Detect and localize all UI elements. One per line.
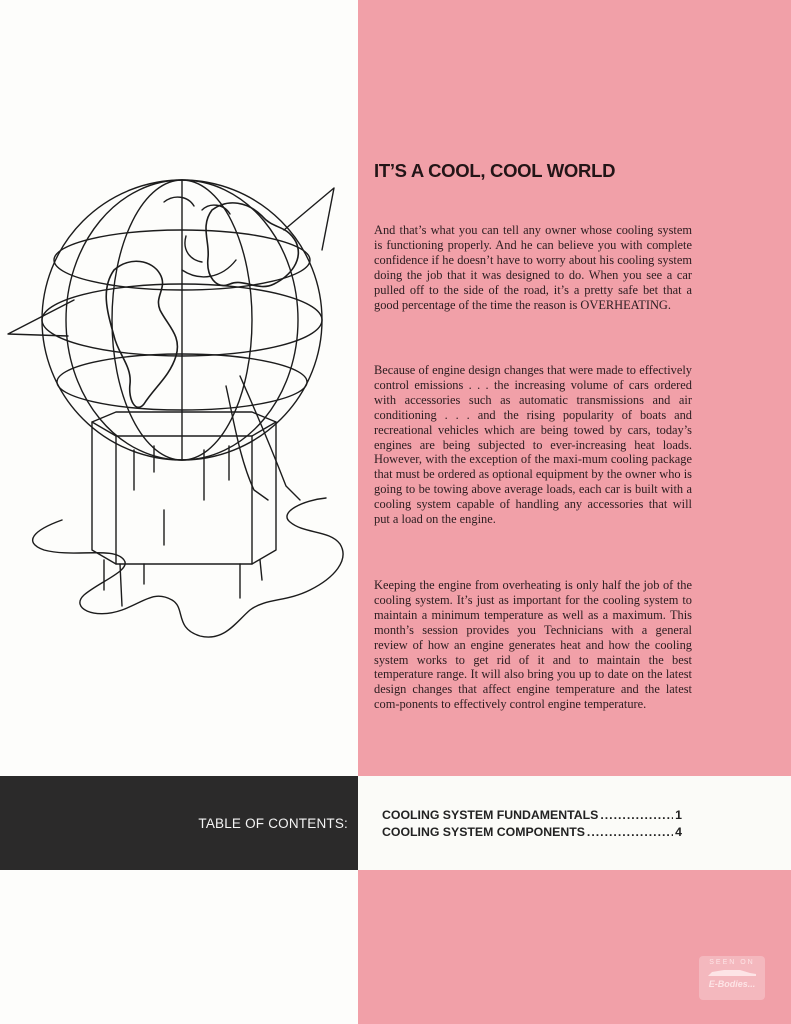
toc-leader-dots (600, 807, 673, 824)
article-title: IT’S A COOL, COOL WORLD (374, 160, 616, 181)
article-paragraph-1: And that’s what you can tell any owner whose cooling system is functioning properly. And he can believe you with complete confidence if he doesn’t have to worry about his cooling system doing the job that it was designed to do. When you see a car pulled off to the side of the road, it’s a pretty safe bet that a good percentage of the time the reason is OVERHEATING. (374, 223, 692, 312)
watermark-top-text: SEEN ON (709, 959, 755, 966)
toc-heading: TABLE OF CONTENTS: (198, 816, 348, 831)
article-paragraph-2: Because of engine design changes that were made to effectively control emissions . . . the increasing volume of cars ordered with accessories such as automatic transmissions and air conditioning . . . and the rising popularity of boats and recreational vehicles which are being towed by cars, today’s engines are being subjected to ever-increasing heat loads. However, with the exception of the maxi-mum cooling package that must be ordered as optional equipment by the owner who is going to be towing above average loads, each car is built with a cooling system capable of handling any accessories that will put a load on the engine. (374, 363, 692, 527)
toc-entry-page: 4 (675, 825, 682, 839)
watermark-bottom-text: E-Bodies... (708, 979, 756, 989)
toc-entry-page: 1 (675, 808, 682, 822)
article-paragraph-3: Keeping the engine from overheating is only half the job of the cooling system. It’s just as important for the cooling system to maintain a minimum temperature as well as a maximum. This month’s session provides you Technicians with a general review of how an engine generates heat and how the cooling system works to get rid of it and to maintain the best temperature range. It will also bring you up to date on the latest design changes that affect engine temperature and the latest com-ponents to effectively control engine temperature. (374, 578, 692, 712)
toc-entry[interactable] (382, 824, 682, 841)
toc-entry-label: COOLING SYSTEM COMPONENTS (382, 825, 585, 839)
car-silhouette-icon (706, 968, 758, 978)
pink-panel-bottom (358, 870, 791, 1024)
toc-entry-label: COOLING SYSTEM FUNDAMENTALS (382, 808, 599, 822)
globe-on-melting-ice-block-icon (4, 150, 356, 670)
toc-leader-dots (587, 824, 673, 841)
watermark-logo (699, 956, 765, 1000)
toc-entry[interactable] (382, 807, 682, 824)
toc-list (382, 807, 682, 841)
